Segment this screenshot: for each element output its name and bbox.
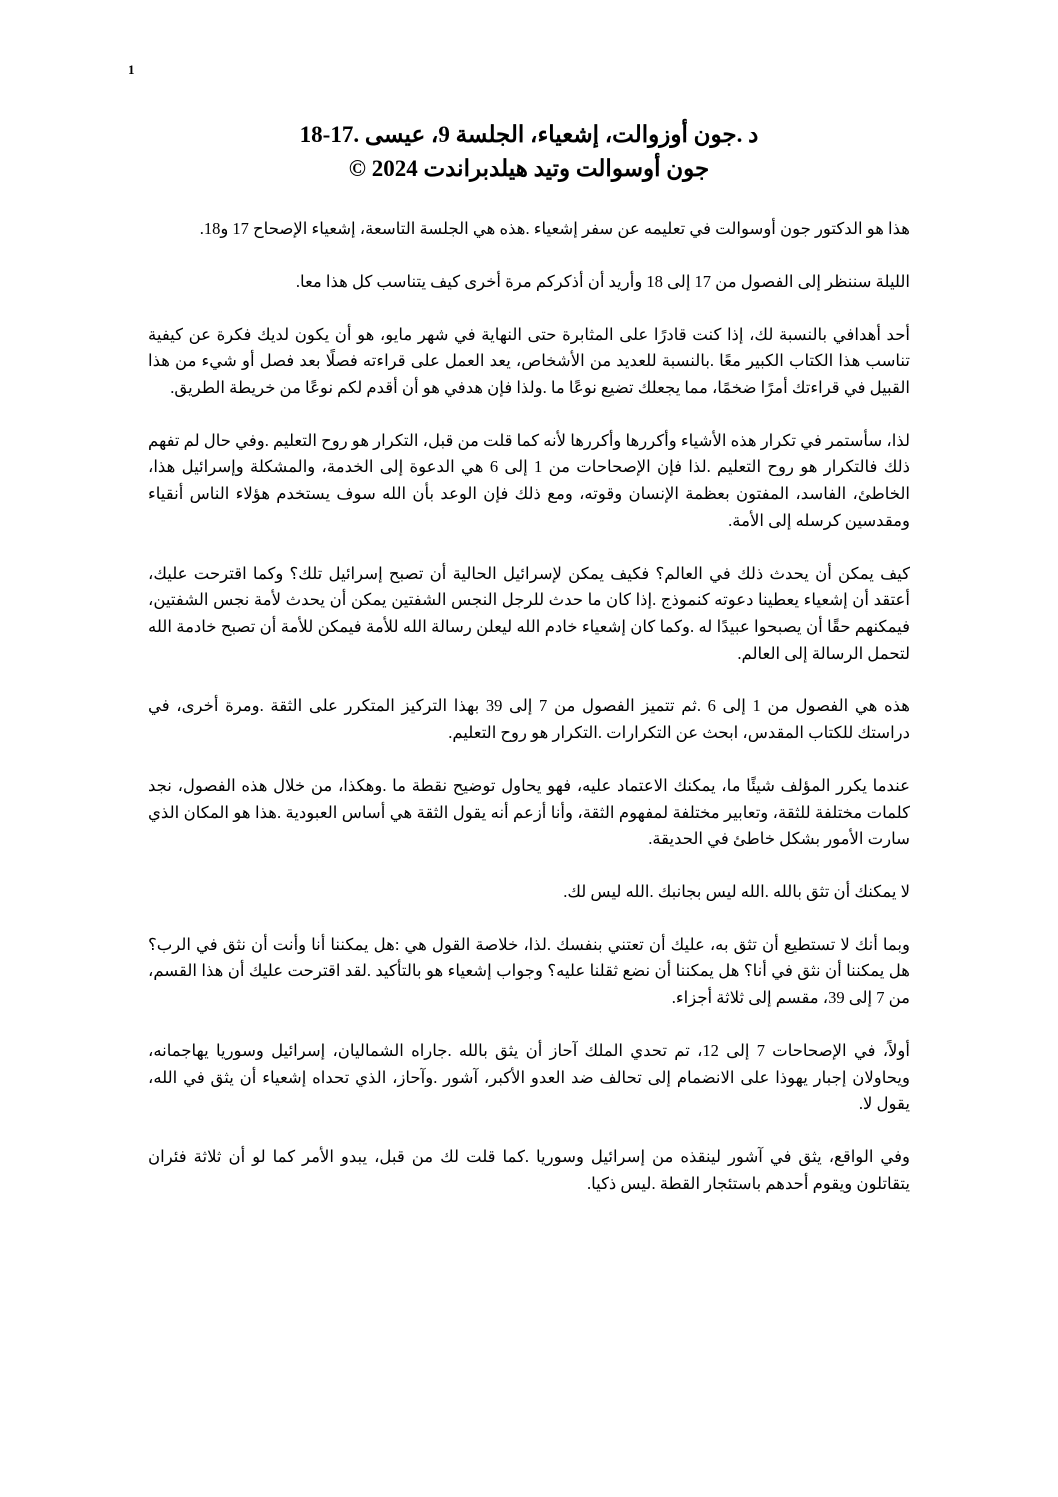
title-line-1: د .جون أوزوالت، إشعياء، الجلسة 9، عيسى .17-18 (299, 122, 759, 147)
title-line-2: جون أوسوالت وتيد هيلدبراندت 2024 © (348, 156, 710, 182)
paragraph-10: أولاً، في الإصحاحات 7 إلى 12، تم تحدي الملك آحاز أن يثق بالله .جاراه الشماليان، إسرائيل وسوريا يهاجمانه، ويحاولان إجبار يهوذا على الانضمام إلى تحالف ضد العدو الأكبر، آشور .وآحاز، الذي تحداه إشعياء أن يثق في الله، يقول لا. (148, 1040, 910, 1114)
paragraph-6: هذه هي الفصول من 1 إلى 6 .ثم تتميز الفصول من 7 إلى 39 بهذا التركيز المتكرر على الثقة .ومرة أخرى، في دراستك للكتاب المقدس، ابحث عن التكرارات .التكرار هو روح التعليم. (148, 696, 911, 743)
document-body (148, 118, 910, 1197)
paragraph-5: كيف يمكن أن يحدث ذلك في العالم؟ فكيف يمكن لإسرائيل الحالية أن تصبح إسرائيل تلك؟ وكما اقترحت عليك، أعتقد أن إشعياء يعطينا دعوته كنموذج .إذا كان ما حدث للرجل النجس الشفتين يمكن أن يحدث لأمة نجس الشفتين، فيمكنهم حقًا أن يصبحوا عبيدًا له .وكما كان إشعياء خادم الله ليعلن رسالة الله للأمة فيمكن للأمة أن تصبح خادمة الله لتحمل الرسالة إلى العالم. (148, 563, 910, 663)
paragraph-3: أحد أهدافي بالنسبة لك، إذا كنت قادرًا على المثابرة حتى النهاية في شهر مايو، هو أن يكون لديك فكرة عن كيفية تناسب هذا الكتاب الكبير معًا .بالنسبة للعديد من الأشخاص، يعد العمل على قراءته فصلًا بعد فصل أو شيء من هذا القبيل في قراءتك أمرًا ضخمًا، مما يجعلك تضيع نوعًا ما .ولذا فإن هدفي هو أن أقدم لكم نوعًا من خريطة الطريق. (148, 324, 910, 397)
paragraph-7: عندما يكرر المؤلف شيئًا ما، يمكنك الاعتماد عليه، فهو يحاول توضيح نقطة ما .وهكذا، من خلال هذه الفصول، نجد كلمات مختلفة للثقة، وتعابير مختلفة لمفهوم الثقة، وأنا أزعم أنه يقول الثقة هي أساس العبودية .هذا هو المكان الذي سارت الأمور بشكل خاطئ في الحديقة. (148, 775, 910, 849)
page-title (148, 118, 910, 186)
paragraph-1: هذا هو الدكتور جون أوسوالت في تعليمه عن سفر إشعياء .هذه هي الجلسة التاسعة، إشعياء الإصحاح 17 و18. (199, 219, 910, 239)
paragraph-8: لا يمكنك أن تثق بالله .الله ليس بجانبك .الله ليس لك. (563, 882, 910, 901)
paragraph-9: وبما أنك لا تستطيع أن تثق به، عليك أن تعتني بنفسك .لذا، خلاصة القول هي :هل يمكننا أنا وأنت أن نثق في الرب؟ هل يمكننا أن نثق في أنا؟ هل يمكننا أن نضع ثقلنا عليه؟ وجواب إشعياء هو بالتأكيد .لقد اقترحت عليك أن هذا القسم، من 7 إلى 39، مقسم إلى ثلاثة أجزاء. (148, 934, 910, 1008)
paragraph-4: لذا، سأستمر في تكرار هذه الأشياء وأكررها وأكررها لأنه كما قلت من قبل، التكرار هو روح التعليم .وفي حال لم تفهم ذلك فالتكرار هو روح التعليم .لذا فإن الإصحاحات من 1 إلى 6 هي الدعوة إلى الخدمة، والمشكلة وإسرائيل هذا، الخاطئ، الفاسد، المفتون بعظمة الإنسان وقوته، ومع ذلك فإن الوعد بأن الله سوف يستخدم هؤلاء الناس أنقياء ومقدسين كرسله إلى الأمة. (148, 430, 911, 530)
paragraph-2: الليلة سننظر إلى الفصول من 17 إلى 18 وأريد أن أذكركم مرة أخرى كيف يتناسب كل هذا معا. (295, 271, 910, 291)
page-number: 1 (128, 62, 135, 77)
paragraph-11: وفي الواقع، يثق في آشور لينقذه من إسرائيل وسوريا .كما قلت لك من قبل، يبدو الأمر كما لو أن ثلاثة فئران يتقاتلون ويقوم أحدهم باستئجار القطة .ليس ذكيا. (148, 1147, 910, 1193)
